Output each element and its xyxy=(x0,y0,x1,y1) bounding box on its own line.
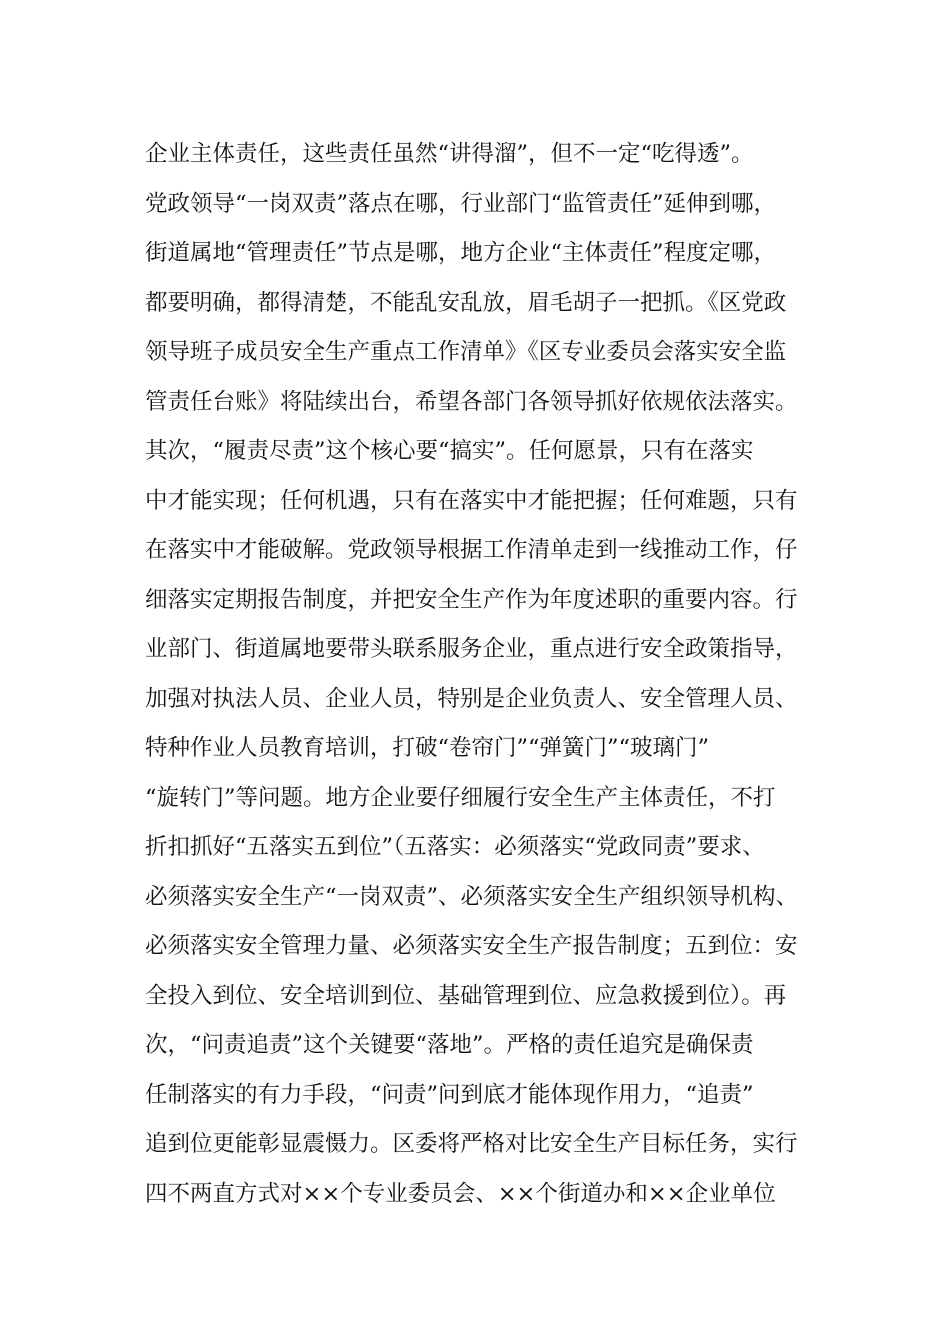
text-line: 特种作业人员教育培训，打破“卷帘门”“弹簧门”“玻璃门” xyxy=(145,735,710,761)
text-line: 全投入到位、安全培训到位、基础管理到位、应急救援到位）。再 xyxy=(145,982,787,1009)
text-line: 必须落实安全生产“一岗双责”、必须落实安全生产组织领导机构、 xyxy=(145,883,799,910)
text-line: 领导班子成员安全生产重点工作清单》《区专业委员会落实安全监 xyxy=(145,339,787,365)
text-line: 细落实定期报告制度，并把安全生产作为年度述职的重要内容。行 xyxy=(145,586,798,613)
text-line: 任制落实的有力手段，“问责”问到底才能体现作用力，“追责” xyxy=(145,1081,754,1108)
text-line: 追到位更能彰显震慑力。区委将严格对比安全生产目标任务，实行 xyxy=(145,1131,798,1157)
text-line: 其次，“履责尽责”这个核心要“搞实”。任何愿景，只有在落实 xyxy=(145,438,754,464)
text-line: 在落实中才能破解。党政领导根据工作清单走到一线推动工作，仔 xyxy=(145,537,798,563)
body-text xyxy=(145,130,825,1219)
text-line: 次，“问责追责”这个关键要“落地”。严格的责任追究是确保责 xyxy=(145,1032,754,1058)
text-line: 四不两直方式对××个专业委员会、××个街道办和××企业单位 xyxy=(145,1180,776,1207)
text-line: 管责任台账》将陆续出台，希望各部门各领导抓好依规依法落实。 xyxy=(145,388,798,415)
text-line: 街道属地“管理责任”节点是哪，地方企业“主体责任”程度定哪， xyxy=(145,240,777,266)
text-line: 企业主体责任，这些责任虽然“讲得溜”，但不一定“吃得透”。 xyxy=(145,141,754,167)
text-line: 都要明确，都得清楚，不能乱安乱放，眉毛胡子一把抓。《区党政 xyxy=(145,289,787,316)
text-line: 党政领导“一岗双责”落点在哪，行业部门“监管责任”延伸到哪， xyxy=(145,190,777,217)
text-line: 折扣抓好“五落实五到位”（五落实：必须落实“党政同责”要求、 xyxy=(145,834,765,860)
text-line: 加强对执法人员、企业人员，特别是企业负责人、安全管理人员、 xyxy=(145,685,798,712)
text-line: 业部门、街道属地要带头联系服务企业，重点进行安全政策指导， xyxy=(145,636,798,662)
text-line: “旋转门”等问题。地方企业要仔细履行安全生产主体责任，不打 xyxy=(145,784,776,811)
text-line: 中才能实现；任何机遇，只有在落实中才能把握；任何难题，只有 xyxy=(145,487,798,514)
text-line: 必须落实安全管理力量、必须落实安全生产报告制度；五到位：安 xyxy=(145,933,798,959)
